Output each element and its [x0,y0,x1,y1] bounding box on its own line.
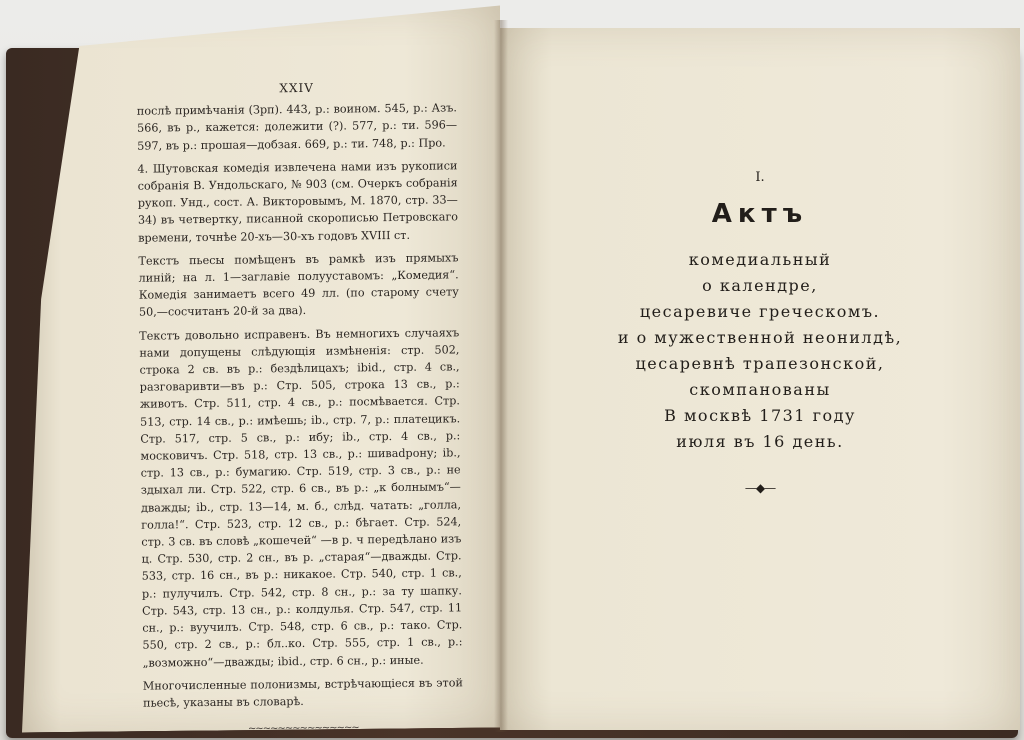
title-line: комедиальный [688,250,832,269]
ornament-divider: —◆— [744,481,776,495]
paragraph: Текстъ пьесы помѣщенъ въ рамкѣ изъ прямыхъ линій; на л. 1—заглавіе полууставомъ: „Комедия“. Комедія занимаетъ всего 49 лл. (по старому счету 50,—сосчитанъ 20-й за два). [138,251,459,320]
title-line: о календре, [702,276,818,295]
paragraph: Многочисленные полонизмы, встрѣчающіеся въ этой пьесѣ, указаны въ словарѣ. [142,676,463,710]
paragraph: 4. Шутовская комедія извлечена нами изъ рукописи собранія В. Ундольскаго, № 903 (см. Очеркъ собранія рукоп. Унд., сост. А. Викторовымъ, М. 1870, стр. 33—34) въ четвертку, писанной скорописью Петровскаго времени, точнѣе 20-хъ—30-хъ годовъ XVIII ст. [137,159,459,245]
title-line: июля въ 16 день. [676,432,844,451]
right-page-text [540,170,980,495]
book-gutter [494,20,508,732]
paragraph: Текстъ довольно исправенъ. Въ немногихъ случаяхъ нами допущены слѣдующія измѣненія: стр. 502, строка 2 св. въ р.: бездѣлицахъ; ibid., стр. 4 св., разговаривти—въ р.: Стр. 505, строка 13 св., р.: животъ. Стр. 511, стр. 4 св., р.: посмѣвается. Стр. 513, стр. 14 св., р.: имѣешь; ib., стр. 7, р.: платецикъ. Стр. 517, стр. 5 св., р.: ибу; ib., стр. 4 св., р.: московичъ. Стр. 518, стр. 13 св., р.: шиваdрону; ib., стр. 13 св., р.: бумагию. Стр. 519, стр. 3 св., р.: не здыхал ли. Стр. 522, стр. 6 св., въ р.: „к болнымъ“—дважды; ib., стр. 13—14, м. б., слѣд. чатать: „голла, голла!“. Стр. 523, стр. 12 св., р.: бѣгает. Стр. 524, стр. 3 св. въ словѣ „кошечей“ —в р. ч передѣлано изъ ц. Стр. 530, стр. 2 сн., въ р. „старая“—дважды. Стр. 533, стр. 16 сн., въ р.: никакое. Стр. 540, стр. 1 св., р.: пулучилъ. Стр. 542, стр. 8 сн., р.: за ту шапку. Стр. 543, стр. 13 сн., р.: колдулья. Стр. 547, стр. 11 сн., р.: вуучилъ. Стр. 548, стр. 6 св., р.: тако. Стр. 550, стр. 2 св., р.: бл..ко. Стр. 555, стр. 1 св., р.: „возможно“—дважды; ibid., стр. 6 сн., р.: иные. [139,325,463,670]
title-line: цесаревиче греческомъ. [639,302,881,321]
title-line: скомпанованы [689,380,831,399]
title-line: и о мужественной неонилдѣ, [617,328,903,347]
title-line: В москвѣ 1731 году [664,406,856,425]
left-page-text [137,78,464,739]
page-number: XXIV [279,80,314,96]
title-line: цесаревнѣ трапезонской, [635,354,885,373]
paragraph: послѣ примѣчанія (Зрп). 443, р.: воином. 545, р.: Азъ. 566, въ р., кажется: долежити (?). 577, р.: ти. 596—597, въ р.: прошая—добзая. 669, р.: ти. 748, р.: Про. [136,101,458,153]
page-title: Актъ [711,199,809,229]
ornament-divider: ~~~~~~~~~~~~~~~ [247,722,359,735]
section-number: I. [755,170,765,185]
